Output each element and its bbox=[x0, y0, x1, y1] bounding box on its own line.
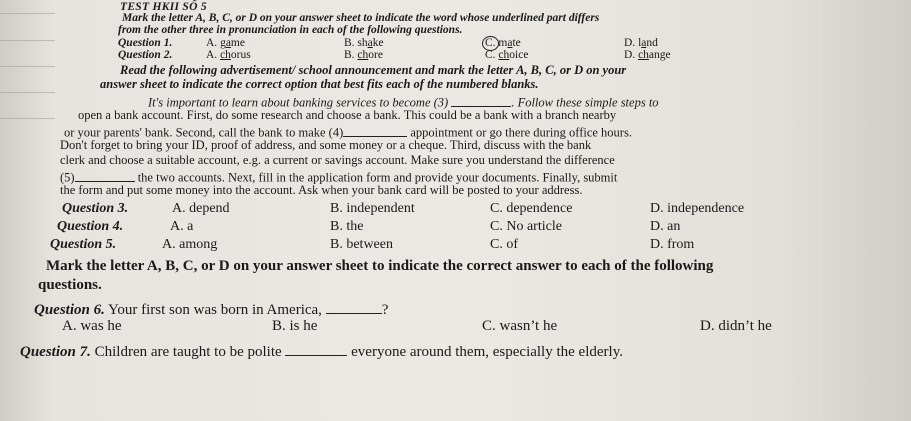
option-text: ore bbox=[368, 49, 383, 61]
margin-rule bbox=[0, 66, 55, 67]
underlined-part: a bbox=[507, 37, 513, 49]
question-6-blank[interactable] bbox=[326, 298, 382, 314]
question-4-option-d[interactable]: D. an bbox=[650, 219, 681, 234]
question-5-option-d[interactable]: D. from bbox=[650, 237, 695, 252]
question-3-option-b[interactable]: B. independent bbox=[330, 201, 415, 216]
question-2-option-b[interactable] bbox=[344, 49, 383, 61]
passage-line bbox=[60, 153, 615, 168]
underlined-part: ch bbox=[220, 49, 231, 61]
passage-text: the two accounts. Next, fill in the application form and provide your documents. Finally, submit bbox=[134, 170, 618, 185]
section2-instruction-line2: answer sheet to indicate the correct option that best fits each of the numbered blanks. bbox=[100, 77, 539, 91]
question-5-label: Question 5. bbox=[50, 237, 117, 252]
section3-instruction-line2: questions. bbox=[38, 277, 102, 293]
question-1-option-d[interactable] bbox=[624, 37, 658, 49]
question-6-stem bbox=[34, 298, 388, 319]
section3-instruction-line1: Mark the letter A, B, C, or D on your answer sheet to indicate the correct answer to each of the following bbox=[46, 258, 714, 274]
question-6-label: Question 6. bbox=[34, 302, 105, 318]
question-4-label: Question 4. bbox=[57, 219, 124, 234]
section1-instruction-line1: Mark the letter A, B, C, or D on your answer sheet to indicate the word whose underlined part differs bbox=[122, 12, 600, 24]
question-1-label: Question 1. bbox=[118, 37, 173, 49]
passage-line bbox=[60, 183, 582, 198]
circled-letter bbox=[485, 37, 496, 49]
question-7-text: Children are taught to be polite bbox=[90, 344, 282, 360]
question-7-label: Question 7. bbox=[20, 344, 91, 360]
question-2-option-a[interactable] bbox=[206, 49, 251, 61]
question-4-option-a[interactable]: A. a bbox=[170, 219, 194, 234]
question-5-option-b[interactable]: B. between bbox=[330, 237, 393, 252]
option-text: l bbox=[638, 37, 642, 49]
option-letter: B. bbox=[344, 37, 355, 49]
question-3-label: Question 3. bbox=[62, 201, 129, 216]
option-text: te bbox=[512, 37, 521, 49]
passage-text: Don't forget to bring your ID, proof of address, and some money or a cheque. Third, discuss with the bank bbox=[60, 138, 592, 152]
blank-3[interactable] bbox=[451, 93, 511, 107]
question-4-option-c[interactable]: C. No article bbox=[490, 219, 562, 234]
margin-rule bbox=[0, 92, 55, 93]
question-5-option-c[interactable]: C. of bbox=[490, 237, 518, 252]
underlined-part: a bbox=[225, 37, 231, 49]
passage-line bbox=[60, 138, 591, 153]
passage-text: . Follow these simple steps to bbox=[511, 95, 659, 110]
passage-line bbox=[78, 108, 616, 123]
question-6-option-d[interactable]: D. didn’t he bbox=[700, 318, 772, 334]
question-1-option-b[interactable] bbox=[344, 37, 384, 49]
option-letter: B. bbox=[344, 49, 355, 61]
margin-rule bbox=[0, 13, 55, 14]
underlined-part: ch bbox=[357, 49, 369, 61]
option-text: ke bbox=[372, 37, 384, 49]
passage-text: open a bank account. First, do some research and choose a bank. This could be a bank with a branch nearby bbox=[78, 108, 617, 122]
option-text: orus bbox=[230, 49, 251, 61]
option-letter: C. bbox=[485, 37, 496, 49]
question-3-option-c[interactable]: C. dependence bbox=[490, 201, 573, 216]
option-letter: A. bbox=[206, 37, 218, 49]
question-6-option-a[interactable]: A. was he bbox=[62, 318, 122, 334]
option-letter: A. bbox=[206, 49, 218, 61]
passage-text: (5) bbox=[60, 170, 75, 185]
passage-text: It's important to learn about banking services to become (3) bbox=[148, 95, 452, 110]
passage-text: clerk and choose a suitable account, e.g. a current or savings account. Make sure you understand the difference bbox=[60, 153, 615, 167]
question-2-label: Question 2. bbox=[118, 49, 173, 61]
question-3-option-d[interactable]: D. independence bbox=[650, 201, 745, 216]
question-5-option-a[interactable]: A. among bbox=[162, 237, 218, 252]
question-7-blank[interactable] bbox=[285, 340, 347, 356]
option-letter: D. bbox=[624, 49, 636, 61]
question-3-option-a[interactable]: A. depend bbox=[172, 201, 230, 216]
blank-4[interactable] bbox=[343, 123, 407, 137]
question-6-text: ? bbox=[381, 302, 389, 318]
question-2-option-d[interactable] bbox=[624, 49, 671, 61]
passage-text: the form and put some money into the account. Ask when your bank card will be posted to your address. bbox=[60, 183, 583, 197]
passage-text: appointment or go there during office hours. bbox=[407, 125, 632, 140]
option-text: oice bbox=[509, 49, 529, 61]
option-text: ange bbox=[648, 49, 671, 61]
option-letter: C. bbox=[485, 49, 496, 61]
question-6-option-c[interactable]: C. wasn’t he bbox=[482, 318, 558, 334]
question-7-stem bbox=[20, 340, 623, 361]
question-2-option-c[interactable] bbox=[485, 49, 528, 61]
option-text: nd bbox=[646, 37, 658, 49]
section1-instruction-line2: from the other three in pronunciation in each of the following questions. bbox=[118, 24, 463, 36]
blank-5[interactable] bbox=[75, 168, 135, 182]
question-6-text: Your first son was born in America, bbox=[104, 302, 322, 318]
underlined-part: a bbox=[367, 37, 373, 49]
underlined-part: a bbox=[641, 37, 647, 49]
question-1-option-a[interactable] bbox=[206, 37, 245, 49]
option-letter: D. bbox=[624, 37, 636, 49]
option-text: g bbox=[220, 37, 226, 49]
margin-rule bbox=[0, 118, 55, 119]
option-text: sh bbox=[357, 37, 368, 49]
question-7-text: everyone around them, especially the elderly. bbox=[347, 344, 623, 360]
underlined-part: ch bbox=[638, 49, 649, 61]
passage-text: or your parents' bank. Second, call the bank to make (4) bbox=[64, 125, 344, 140]
question-1-option-c[interactable] bbox=[485, 37, 521, 49]
question-6-option-b[interactable]: B. is he bbox=[272, 318, 318, 334]
underlined-part: ch bbox=[498, 49, 510, 61]
margin-rule bbox=[0, 40, 55, 41]
question-4-option-b[interactable]: B. the bbox=[330, 219, 364, 234]
option-text: m bbox=[498, 37, 508, 49]
option-text: me bbox=[230, 37, 245, 49]
test-title: TEST HKII SỐ 5 bbox=[120, 1, 207, 13]
section2-instruction-line1: Read the following advertisement/ school announcement and mark the letter A, B, C, or D on your bbox=[120, 63, 627, 77]
